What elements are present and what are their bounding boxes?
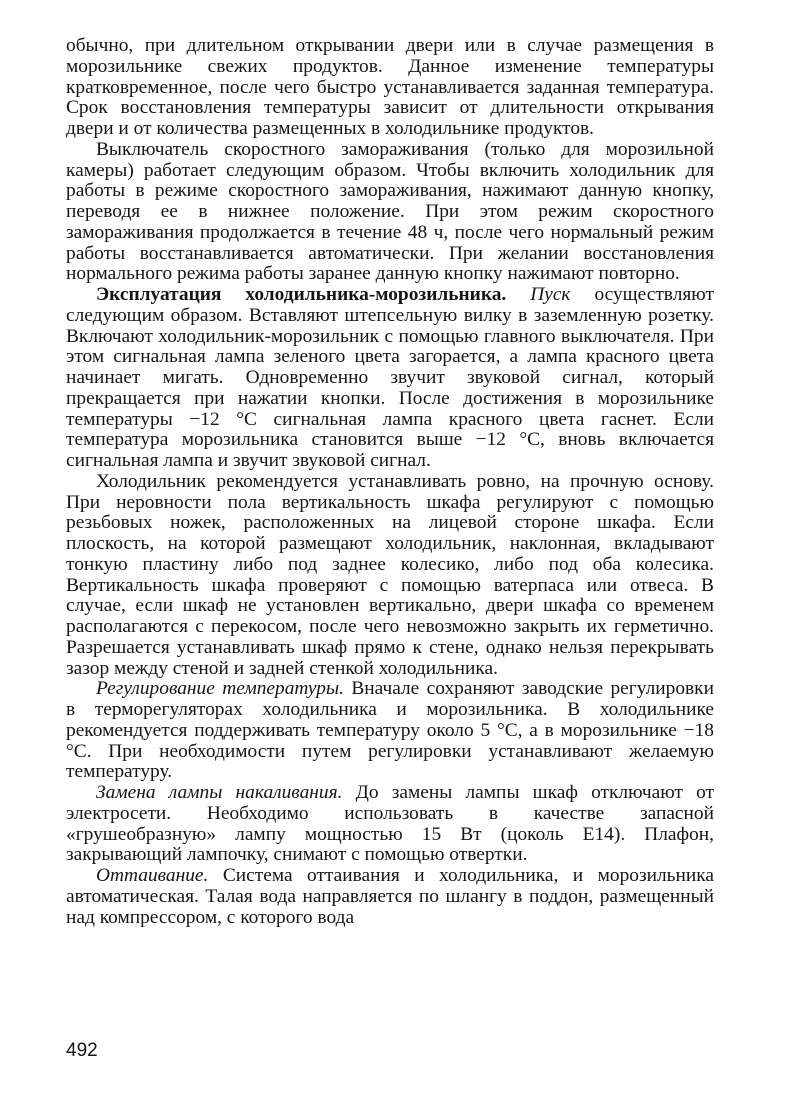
paragraph-2 bbox=[66, 140, 714, 285]
paragraph-2-text: Выключатель скоростного замораживания (только для морозильной камеры) работает следующим образом. Чтобы включить холодильник для работы в режиме скоростного замораживания, нажимают данную кнопку, переводя ее в нижнее положение. При этом режим скоростного замораживания продолжается в течение 48 ч, после чего нормальный режим работы восстанавливается автоматически. При желании восстановления нормального режима работы заранее данную кнопку нажимают повторно. bbox=[66, 138, 714, 285]
paragraph-5-text: Вначале сохраняют заводские регулировки в терморегуляторах холодильника и морозильника. В холодильнике рекомендуется поддерживать температуру около 5 °С, а в морозильнике −18 °С. При необходимости путем регулировки устанавливают желаемую температуру. bbox=[66, 678, 714, 783]
page-body bbox=[66, 36, 714, 928]
paragraph-6 bbox=[66, 783, 714, 866]
paragraph-4-text: Холодильник рекомендуется устанавливать ровно, на прочную основу. При неровности пола вертикальность шкафа регулируют с помощью резьбовых ножек, расположенных на лицевой стороне шкафа. Если плоскость, на которой размещают холодильник, наклонная, вкладывают тонкую пластину либо под заднее колесико, либо под оба колесика. Вертикальность шкафа проверяют с помощью ватерпаса или отвеса. В случае, если шкаф не установлен вертикально, двери шкафа со временем располагаются с перекосом, после чего невозможно закрыть их герметично. Разрешается устанавливать шкаф прямо к стене, однако нельзя перекрывать зазор между стеной и задней стенкой холодильника. bbox=[66, 470, 714, 679]
paragraph-1-text: обычно, при длительном открывании двери или в случае размещения в морозильнике свежих продуктов. Данное изменение температуры кратковременное, после чего быстро устанавливается заданная температура. Срок восстановления температуры зависит от длительности открывания двери и от количества размещенных в холодильнике продуктов. bbox=[66, 35, 714, 139]
paragraph-5 bbox=[66, 679, 714, 783]
subheading-temperature-regulation: Регулирование температуры. bbox=[96, 678, 344, 700]
subheading-lamp-replacement: Замена лампы накаливания. bbox=[96, 782, 343, 803]
paragraph-3-text: осуществляют следующим образом. Вставляют штепсельную вилку в заземленную розетку. Включают холодильник-морозильник с помощью главного выключателя. При этом сигнальная лампа зеленого цвета загорается, а лампа красного цвета начинает мигать. Одновременно звучит звуковой сигнал, который прекращается при нажатии кнопки. После достижения в морозильнике температуры −12 °С сигнальная лампа красного цвета гаснет. Если температура морозильника становится выше −12 °С, вновь включается сигнальная лампа и звучит звуковой сигнал. bbox=[66, 284, 714, 471]
paragraph-3 bbox=[66, 285, 714, 472]
section-heading-operation: Эксплуатация холодильника-морозильника. bbox=[96, 284, 507, 305]
paragraph-7 bbox=[66, 866, 714, 928]
paragraph-7-text: Система оттаивания и холодильника, и морозильника автоматическая. Талая вода направляется по шлангу в поддон, размещенный над компрессором, с которого вода bbox=[66, 865, 714, 928]
paragraph-1 bbox=[66, 36, 714, 140]
subheading-start: Пуск bbox=[530, 284, 571, 305]
paragraph-6-text: До замены лампы шкаф отключают от электросети. Необходимо использовать в качестве запасной «грушеобразную» лампу мощностью 15 Вт (цоколь Е14). Плафон, закрывающий лампочку, снимают с помощью отвертки. bbox=[66, 782, 714, 866]
subheading-defrosting: Оттаивание. bbox=[96, 865, 209, 886]
paragraph-4 bbox=[66, 472, 714, 680]
page-number: 492 bbox=[66, 1040, 98, 1061]
